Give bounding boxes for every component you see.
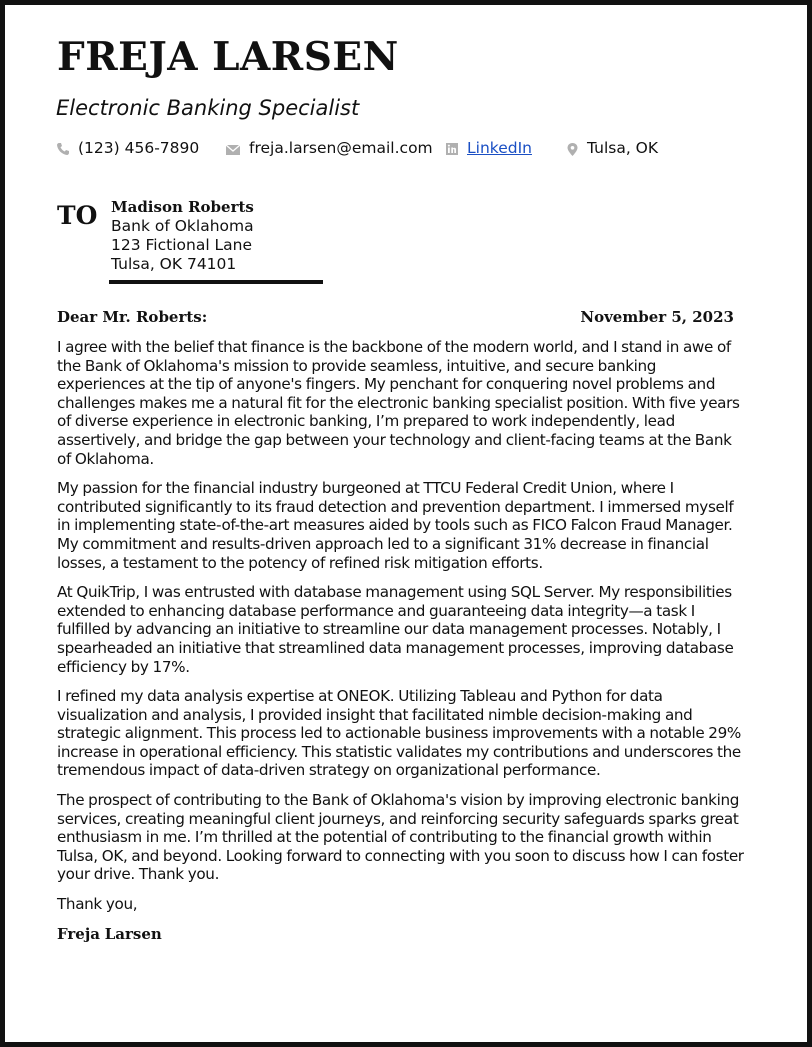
recipient-street: 123 Fictional Lane <box>111 236 253 254</box>
body-paragraph: I agree with the belief that finance is the backbone of the modern world, and I stand in awe of the Bank of Oklahoma's mission to provide seamless, intuitive, and secure banking experiences at the tip of anyone's fingers. My penchant for conquering novel problems and challenges makes me a natural fit for the electronic banking specialist position. With five years of diverse experience in electronic banking, I’m prepared to work independently, lead assertively, and bridge the gap between your technology and client-facing teams at the Bank of Oklahoma. <box>57 338 740 468</box>
contact-linkedin <box>445 140 532 158</box>
envelope-icon <box>225 143 241 156</box>
body-paragraph: At QuikTrip, I was entrusted with database management using SQL Server. My responsibilities extended to enhancing database performance and guaranteeing data integrity—a task I fulfilled by advancing an initiative to streamline our data management processes. Notably, I spearheaded an initiative that streamlined data management processes, improving database efficiency by 17%. <box>57 583 734 676</box>
closing: Thank you, <box>57 895 138 914</box>
contact-email <box>225 140 433 158</box>
to-label: TO <box>57 201 98 230</box>
contact-location <box>566 140 658 158</box>
recipient-company: Bank of Oklahoma <box>111 217 254 235</box>
recipient-city: Tulsa, OK 74101 <box>111 255 237 273</box>
letter-date: November 5, 2023 <box>580 308 734 326</box>
location-text: Tulsa, OK <box>587 139 659 158</box>
email-address: freja.larsen@email.com <box>249 139 433 158</box>
body-paragraph: The prospect of contributing to the Bank of Oklahoma's vision by improving electronic banking services, creating meaningful client journeys, and reinforcing security safeguards sparks great enthusiasm in me. I’m thrilled at the potential of contributing to the financial growth within Tulsa, OK, and beyond. Looking forward to connecting with you soon to discuss how I can foster your drive. Thank you. <box>57 791 744 884</box>
phone-number: (123) 456-7890 <box>78 139 200 158</box>
applicant-name: FREJA LARSEN <box>57 34 399 80</box>
recipient-block <box>111 198 254 274</box>
applicant-job-title: Electronic Banking Specialist <box>56 96 360 120</box>
contact-phone <box>56 140 199 158</box>
map-pin-icon <box>566 142 579 157</box>
letter-body <box>57 338 747 943</box>
body-paragraph: My passion for the financial industry burgeoned at TTCU Federal Credit Union, where I contributed significantly to its fraud detection and prevention department. I immersed myself in implementing state-of-the-art measures aided by tools such as FICO Falcon Fraud Manager. My commitment and results-driven approach led to a significant 31% decrease in financial losses, a testament to the potency of refined risk mitigation efforts. <box>57 479 734 572</box>
linkedin-icon <box>445 142 459 156</box>
signature-name: Freja Larsen <box>57 924 162 943</box>
recipient-divider <box>109 280 323 284</box>
linkedin-link[interactable]: LinkedIn <box>467 139 532 158</box>
salutation: Dear Mr. Roberts: <box>57 308 208 326</box>
body-paragraph: I refined my data analysis expertise at ONEOK. Utilizing Tableau and Python for data visualization and analysis, I provided insight that facilitated nimble decision-making and strategic alignment. This process led to actionable business improvements with a notable 29% increase in operational efficiency. This statistic validates my contributions and underscores the tremendous impact of data-driven strategy on organizational performance. <box>57 687 742 780</box>
recipient-name: Madison Roberts <box>111 198 254 216</box>
phone-icon <box>56 142 70 156</box>
